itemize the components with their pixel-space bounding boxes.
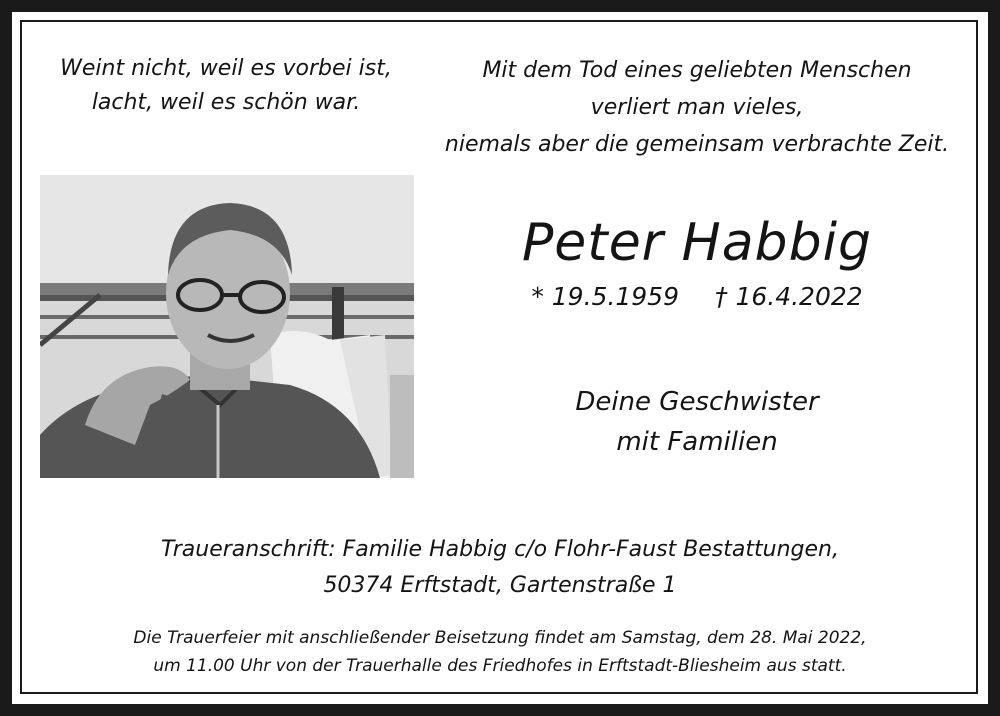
quote-right-line: niemals aber die gemeinsam verbrachte Zeit. (444, 132, 950, 157)
quote-left-line: lacht, weil es schön war. (91, 90, 361, 115)
mourners-line: Deine Geschwister (575, 387, 819, 417)
ceremony-line: Die Trauerfeier mit anschließender Beisetzung findet am Samstag, dem 28. Mai 2022, (133, 628, 867, 648)
quote-right-line: Mit dem Tod eines geliebten Menschen (482, 58, 912, 83)
death-date: † 16.4.2022 (715, 282, 863, 311)
mourning-address (32, 532, 968, 604)
life-dates (432, 280, 962, 314)
mourners-line: mit Familien (616, 427, 778, 457)
portrait-photo (40, 175, 414, 478)
quote-left (36, 52, 416, 120)
mourners (432, 382, 962, 462)
quote-left-line: Weint nicht, weil es vorbei ist, (60, 56, 392, 81)
obituary-card (12, 12, 988, 704)
portrait-illustration (40, 175, 414, 478)
funeral-notice (32, 624, 968, 680)
deceased-name: Peter Habbig (521, 213, 873, 273)
quote-right (432, 52, 962, 163)
address-line: 50374 Erftstadt, Gartenstraße 1 (323, 573, 677, 598)
quote-right-line: verliert man vieles, (590, 95, 804, 120)
address-line: Traueranschrift: Familie Habbig c/o Flohr-Faust Bestattungen, (161, 537, 839, 562)
ceremony-line: um 11.00 Uhr von der Trauerhalle des Friedhofes in Erftstadt-Bliesheim aus statt. (153, 656, 847, 676)
birth-date: * 19.5.1959 (531, 282, 679, 311)
